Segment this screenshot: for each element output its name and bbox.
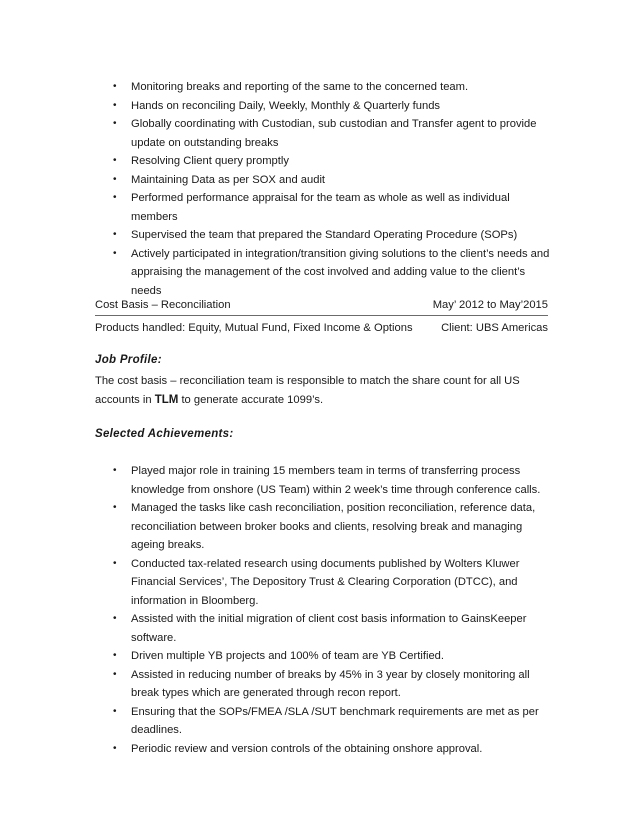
bullet-icon: •: [113, 668, 117, 680]
list-item: [113, 703, 553, 740]
list-item-text: Played major role in training 15 members team in terms of transferring process knowledge from onshore (US Team) within 2 week’s time through conference calls.: [131, 465, 541, 496]
list-item: [113, 647, 553, 666]
bullet-icon: •: [113, 229, 117, 240]
list-item-text: Hands on reconciling Daily, Weekly, Monthly & Quarterly funds: [131, 99, 441, 112]
list-item-text: Monitoring breaks and reporting of the same to the concerned team.: [131, 81, 469, 93]
bullet-icon: •: [113, 81, 117, 92]
bullet-icon: •: [113, 247, 117, 259]
list-item: [113, 462, 553, 499]
list-item: [113, 555, 553, 611]
bullet-icon: •: [113, 99, 117, 111]
products-handled: Products handled: Equity, Mutual Fund, Fixed Income & Options: [95, 322, 413, 334]
bullet-icon: •: [113, 705, 117, 717]
list-item: [113, 666, 553, 703]
list-item-text: Ensuring that the SOPs/FMEA /SLA /SUT benchmark requirements are met as per deadlines.: [131, 705, 539, 736]
list-item: [113, 245, 553, 301]
list-item: [113, 499, 553, 555]
list-item: [113, 189, 553, 226]
bullet-icon: •: [113, 173, 117, 185]
tlm-emphasis: TLM: [154, 394, 179, 406]
bullet-icon: •: [113, 613, 117, 624]
job-profile-text-start: The cost basis – reconciliation team is responsible to match the share count for all US accounts in: [95, 375, 520, 406]
job-profile-text-end: to generate accurate 1099’s.: [178, 394, 324, 406]
achievements-heading: Selected Achievements:: [95, 428, 234, 440]
bullet-icon: •: [113, 118, 117, 129]
responsibilities-list: [113, 78, 553, 300]
bullet-icon: •: [113, 155, 117, 166]
role-details: [95, 320, 548, 336]
bullet-icon: •: [113, 465, 117, 476]
list-item: [113, 740, 553, 759]
bullet-icon: •: [113, 502, 117, 513]
list-item: [113, 152, 553, 171]
bullet-icon: •: [113, 192, 117, 203]
bullet-icon: •: [113, 650, 117, 661]
list-item: [113, 115, 553, 152]
list-item-text: Assisted in reducing number of breaks by 45% in 3 year by closely monitoring all break types which are generated through recon report.: [131, 668, 530, 699]
job-profile-text: [95, 372, 550, 410]
list-item-text: Driven multiple YB projects and 100% of team are YB Certified.: [131, 650, 444, 662]
role-dates: May’ 2012 to May’2015: [432, 299, 548, 311]
job-profile-heading: Job Profile:: [95, 354, 162, 366]
list-item-text: Actively participated in integration/transition giving solutions to the client’s needs and appraising the management of the cost involved and adding value to the client’s needs: [131, 247, 550, 297]
list-item: [113, 78, 553, 97]
list-item-text: Resolving Client query promptly: [131, 155, 289, 167]
list-item-text: Assisted with the initial migration of client cost basis information to GainsKeeper software.: [131, 613, 527, 644]
list-item-text: Conducted tax-related research using documents published by Wolters Kluwer Financial Services’, The Depository Trust & Clearing Corporation (DTCC), and information in Bloomberg.: [131, 557, 520, 607]
list-item-text: Periodic review and version controls of the obtaining onshore approval.: [131, 742, 483, 755]
list-item: [113, 97, 553, 116]
role-header: [95, 297, 548, 316]
bullet-icon: •: [113, 557, 117, 569]
list-item-text: Supervised the team that prepared the Standard Operating Procedure (SOPs): [131, 229, 518, 241]
list-item-text: Managed the tasks like cash reconciliation, position reconciliation, reference data, reconciliation between broker books and clients, resolving break and managing ageing breaks.: [131, 502, 536, 551]
achievements-list: [113, 462, 553, 758]
list-item-text: Maintaining Data as per SOX and audit: [131, 173, 326, 186]
list-item-text: Globally coordinating with Custodian, sub custodian and Transfer agent to provide update on outstanding breaks: [131, 118, 537, 149]
list-item: [113, 610, 553, 647]
list-item: [113, 226, 553, 245]
list-item-text: Performed performance appraisal for the team as whole as well as individual members: [131, 192, 510, 223]
client-name: Client: UBS Americas: [441, 322, 548, 334]
list-item: [113, 171, 553, 190]
role-title: Cost Basis – Reconciliation: [95, 299, 231, 311]
bullet-icon: •: [113, 742, 117, 754]
